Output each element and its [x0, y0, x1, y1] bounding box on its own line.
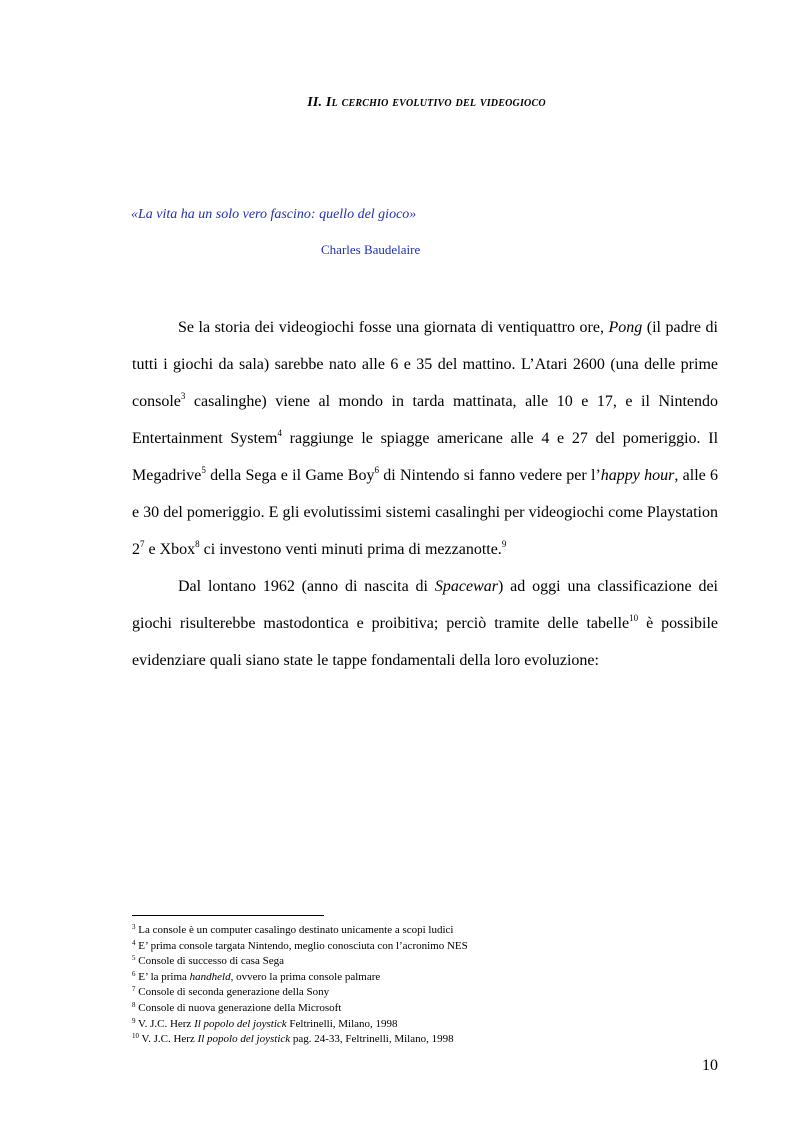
footnote-number: 5: [132, 954, 136, 963]
footnote-number: 7: [132, 985, 136, 994]
p1-text-7: , alle 6 e 30 del pomeriggio. E gli evolutissimi sistemi casalinghi per videogiochi come Playstation 2: [132, 467, 719, 558]
epigraph-author: Charles Baudelaire: [321, 242, 421, 257]
page-number: 10: [702, 1057, 718, 1074]
footnote-number: 3: [132, 923, 136, 931]
footnote-text: V. J.C. Herz: [139, 1033, 198, 1046]
footnote-number: 6: [132, 969, 136, 978]
footnote-number: 4: [132, 938, 136, 947]
epigraph-quote: «La vita ha un solo vero fascino: quello del gioco»: [131, 207, 417, 222]
footnote-ref-3[interactable]: 3: [180, 391, 186, 401]
footnote: [132, 1032, 718, 1048]
footnote: [132, 1017, 718, 1033]
footnote: [132, 985, 718, 1001]
footnotes: [132, 923, 718, 1048]
footnote: [132, 923, 718, 939]
p1-text-2: (il padre di tutti i giochi da sala) sarebbe nato alle 6 e 35 del mattino. L’Atari 2600 (una delle prime console: [132, 319, 718, 410]
footnote-text-tail: , ovvero la prima console palmare: [230, 970, 381, 983]
p2-text-1: Dal lontano 1962 (anno di nascita di: [178, 578, 435, 595]
footnote-ref-4[interactable]: 4: [277, 428, 282, 438]
footnote-ref-9[interactable]: 9: [501, 539, 507, 549]
p1-text-5: della Sega e il Game Boy: [205, 467, 375, 484]
footnote-text: V. J.C. Herz: [135, 1017, 195, 1030]
footnote-italic: handheld: [189, 970, 231, 983]
p1-text-1: Se la storia dei videogiochi fosse una giornata di ventiquattro ore,: [178, 319, 609, 336]
footnote: [132, 939, 718, 955]
footnote: [132, 970, 718, 986]
p1-italic-happy-hour: happy hour: [600, 467, 675, 484]
p2-text-3: è possibile evidenziare quali siano state le tappe fondamentali della loro evoluzione:: [132, 615, 718, 669]
footnote-number: 8: [132, 1000, 136, 1009]
p1-italic-pong: Pong: [608, 319, 643, 336]
p2-text-2: ) ad oggi una classificazione dei giochi risulterebbe mastodontica e proibitiva; perciò tramite delle tabelle: [132, 578, 718, 632]
body-text: [132, 309, 718, 679]
p1-text-9: ci investono venti minuti prima di mezzanotte.: [199, 541, 502, 558]
footnote-number: 9: [132, 1016, 136, 1025]
footnote-italic: Il popolo del joystick: [197, 1033, 291, 1046]
footnote-italic: Il popolo del joystick: [194, 1017, 287, 1030]
footnote-text: E’ la prima: [135, 970, 190, 983]
footnote: [132, 954, 718, 970]
paragraph-1: [132, 309, 718, 568]
footnote-text: Console di nuova generazione della Microsoft: [135, 1001, 342, 1014]
chapter-title: II. Il cerchio evolutivo del videogioco: [307, 95, 546, 110]
footnote-ref-6[interactable]: 6: [374, 465, 379, 475]
p1-text-8: e Xbox: [144, 541, 196, 558]
footnote-text-tail: pag. 24-33, Feltrinelli, Milano, 1998: [290, 1033, 454, 1046]
footnote-number: 10: [132, 1032, 139, 1041]
p2-italic-spacewar: Spacewar: [434, 578, 498, 595]
footnote-separator: [132, 915, 324, 916]
footnote: [132, 1001, 718, 1017]
footnote-text: Console di successo di casa Sega: [135, 955, 284, 968]
footnote-text: La console è un computer casalingo destinato unicamente a scopi ludici: [135, 924, 454, 936]
p1-text-3: casalinghe) viene al mondo in tarda mattinata, alle 10 e 17, e il Nintendo Entertainment System: [132, 393, 718, 447]
footnote-ref-10[interactable]: 10: [629, 613, 639, 623]
p1-text-4: raggiunge le spiagge americane alle 4 e 27 del pomeriggio. Il Megadrive: [132, 430, 719, 484]
p1-text-6: di Nintendo si fanno vedere per l’: [378, 467, 601, 484]
footnote-text-tail: Feltrinelli, Milano, 1998: [286, 1017, 398, 1030]
footnote-ref-7[interactable]: 7: [140, 539, 145, 549]
footnote-text: E’ prima console targata Nintendo, meglio conosciuta con l’acronimo NES: [135, 939, 468, 952]
footnote-ref-8[interactable]: 8: [195, 539, 200, 549]
paragraph-2: [132, 568, 718, 679]
footnote-text: Console di seconda generazione della Sony: [135, 986, 330, 999]
footnote-ref-5[interactable]: 5: [201, 465, 206, 475]
